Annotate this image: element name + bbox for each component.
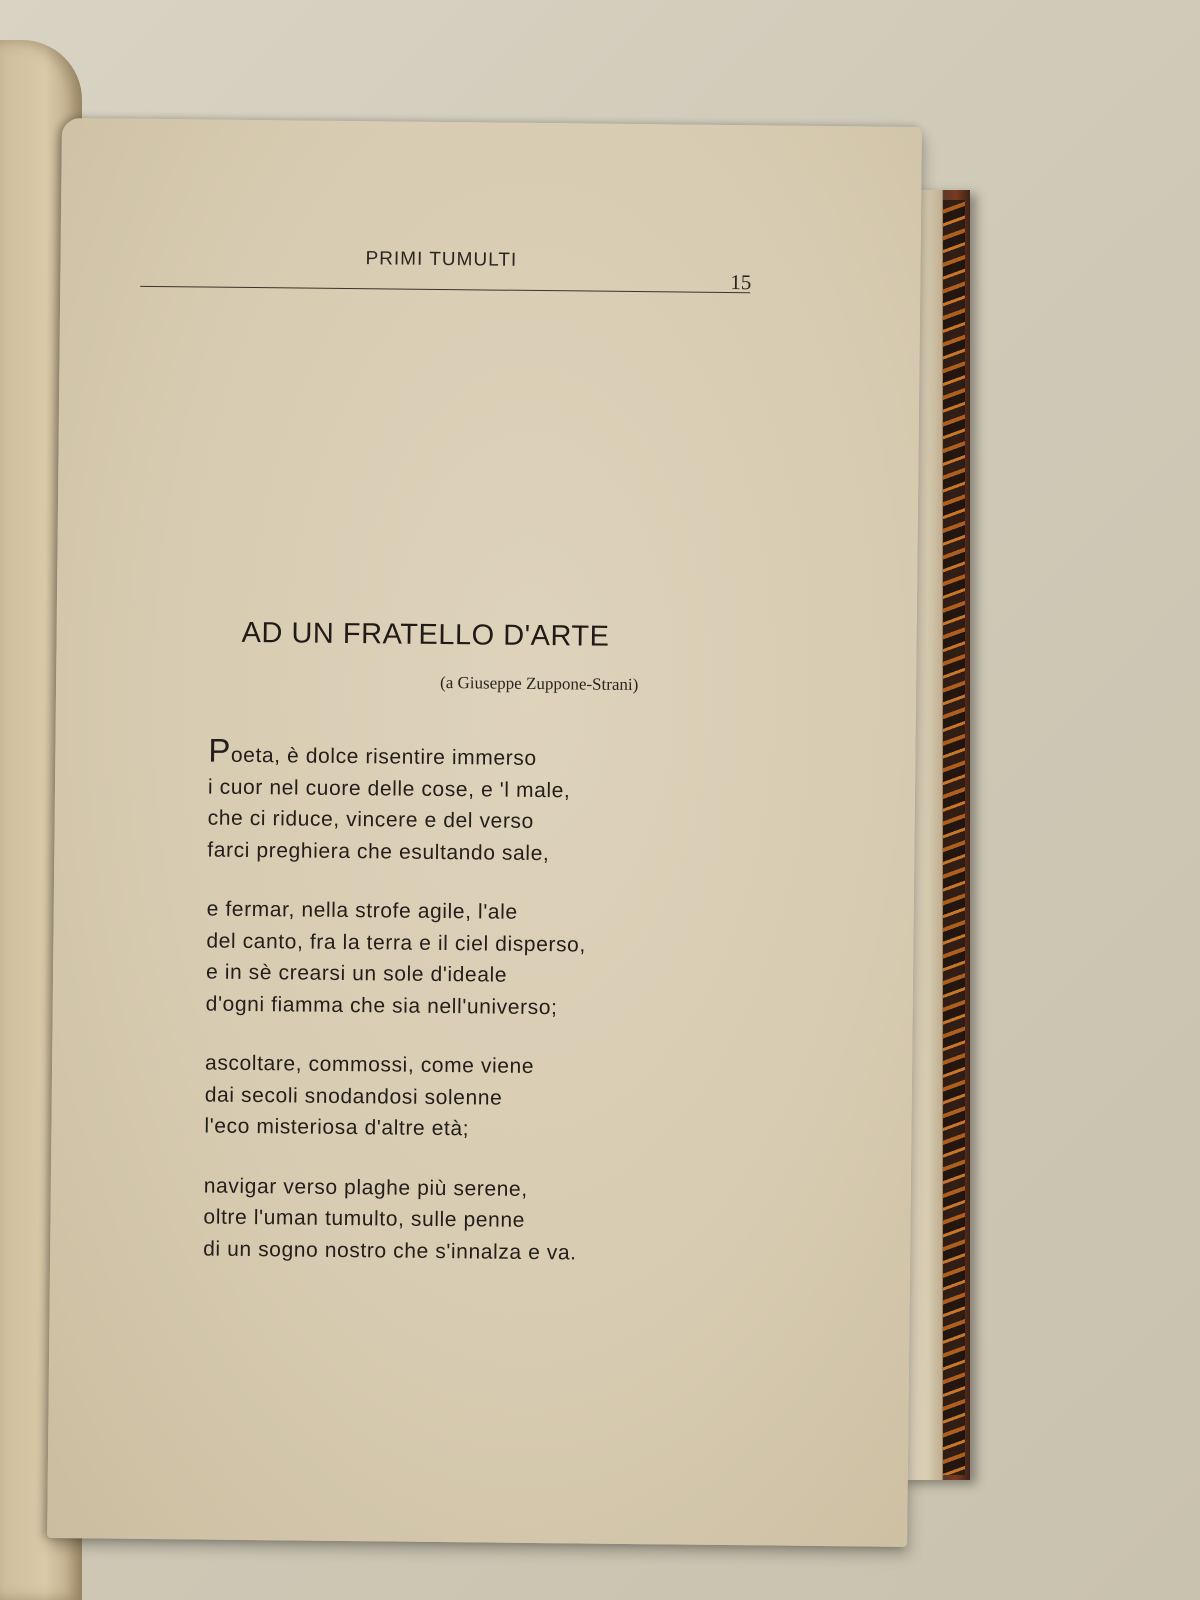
verse-line-text: oeta, è dolce risentire immerso xyxy=(230,743,537,771)
initial-letter: P xyxy=(208,731,232,769)
stanza-4 xyxy=(203,1170,764,1270)
verse-line xyxy=(208,731,768,777)
poem-title: AD UN FRATELLO D'ARTE xyxy=(241,616,610,653)
verse-line: dai secoli snodandosi solenne xyxy=(204,1083,503,1110)
stanza-2 xyxy=(206,894,767,1026)
header-rule xyxy=(140,286,750,293)
verse-line: i cuor nel cuore delle cose, e 'l male, xyxy=(207,775,571,802)
verse-line: e in sè crearsi un sole d'ideale xyxy=(205,960,508,987)
verse-line: di un sogno nostro che s'innalza e va. xyxy=(203,1237,577,1264)
verse-line: ascoltare, commossi, come viene xyxy=(204,1051,535,1078)
book-page xyxy=(47,118,922,1547)
page-number: 15 xyxy=(730,270,752,295)
running-head: PRIMI TUMULTI xyxy=(365,248,518,271)
verse-line: l'eco misteriosa d'altre età; xyxy=(204,1114,470,1141)
poem-body xyxy=(203,731,769,1299)
marbled-cover-edge xyxy=(943,200,965,1475)
verse-line: che ci riduce, vincere e del verso xyxy=(207,806,534,833)
verse-line: e fermar, nella strofe agile, l'ale xyxy=(206,897,518,924)
verse-line: del canto, fra la terra e il ciel disperso, xyxy=(206,929,586,957)
stanza-3 xyxy=(204,1048,765,1148)
verse-line: oltre l'uman tumulto, sulle penne xyxy=(203,1205,526,1232)
stanza-1 xyxy=(207,731,768,872)
verse-line: navigar verso plaghe più serene, xyxy=(203,1174,528,1201)
verse-line: farci preghiera che esultando sale, xyxy=(207,838,550,865)
poem-dedication: (a Giuseppe Zuppone-Strani) xyxy=(440,672,639,695)
verse-line: d'ogni fiamma che sia nell'universo; xyxy=(205,992,558,1019)
